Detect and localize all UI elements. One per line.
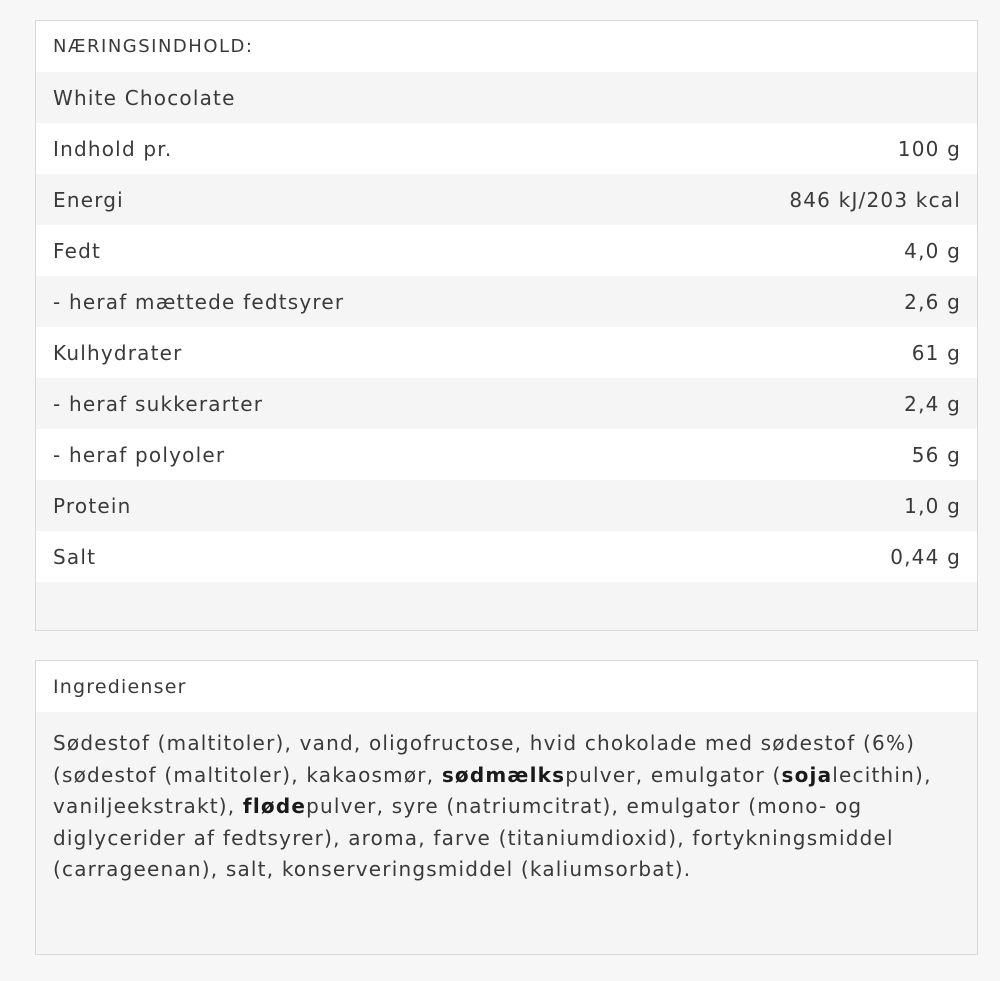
nutrition-label: - heraf polyoler [53, 442, 226, 467]
ingredients-text-part: Sødestof (maltitoler), vand, oligofructose, hvid chokolade med sødestof (6%) (sødestof (maltitoler), kakaosmør, [53, 731, 916, 787]
nutrition-row [36, 123, 977, 174]
ingredients-title: Ingredienser [53, 675, 187, 698]
nutrition-label: Energi [53, 187, 124, 212]
nutrition-value: 1,0 g [904, 493, 961, 518]
nutrition-label: Kulhydrater [53, 340, 183, 365]
nutrition-value: 0,44 g [890, 544, 961, 569]
nutrition-row [36, 480, 977, 531]
nutrition-row [36, 378, 977, 429]
nutrition-header-row [36, 21, 977, 72]
nutrition-table [35, 20, 978, 631]
nutrition-row [36, 429, 977, 480]
ingredients-text-part: pulver, emulgator ( [565, 762, 782, 787]
allergen-cream: fløde [242, 794, 307, 818]
nutrition-label: Indhold pr. [53, 136, 173, 161]
product-name-row [36, 72, 977, 123]
nutrition-label: - heraf mættede fedtsyrer [53, 289, 345, 314]
nutrition-value: 56 g [911, 442, 961, 467]
nutrition-label: Protein [53, 493, 132, 518]
allergen-milk: sødmælks [441, 762, 566, 787]
nutrition-row [36, 174, 977, 225]
allergen-soy: soja [781, 762, 833, 787]
nutrition-value: 846 kJ/203 kcal [789, 187, 961, 212]
nutrition-row [36, 276, 977, 327]
product-name: White Chocolate [53, 85, 236, 110]
ingredients-text [36, 712, 977, 886]
ingredients-text-part: lecithin), vaniljeekstrakt), [53, 762, 932, 818]
nutrition-row [36, 327, 977, 378]
nutrition-label: - heraf sukkerarter [53, 391, 264, 416]
nutrition-value: 4,0 g [904, 238, 961, 263]
nutrition-value: 61 g [911, 340, 961, 365]
nutrition-header: NÆRINGSINDHOLD: [53, 36, 254, 57]
nutrition-label: Salt [53, 544, 97, 569]
ingredients-section [35, 660, 978, 955]
nutrition-label: Fedt [53, 238, 102, 263]
nutrition-row [36, 531, 977, 582]
ingredients-text-part: pulver, syre (natriumcitrat), emulgator (mono- og diglycerider af fedtsyrer), aroma, farve (titaniumdioxid), fortykningsmiddel (carrageenan), salt, konserveringsmiddel (kaliumsorbat). [53, 794, 894, 881]
ingredients-header [36, 661, 977, 712]
nutrition-row [36, 225, 977, 276]
nutrition-value: 100 g [897, 136, 961, 161]
nutrition-value: 2,6 g [904, 289, 961, 314]
nutrition-value: 2,4 g [904, 391, 961, 416]
